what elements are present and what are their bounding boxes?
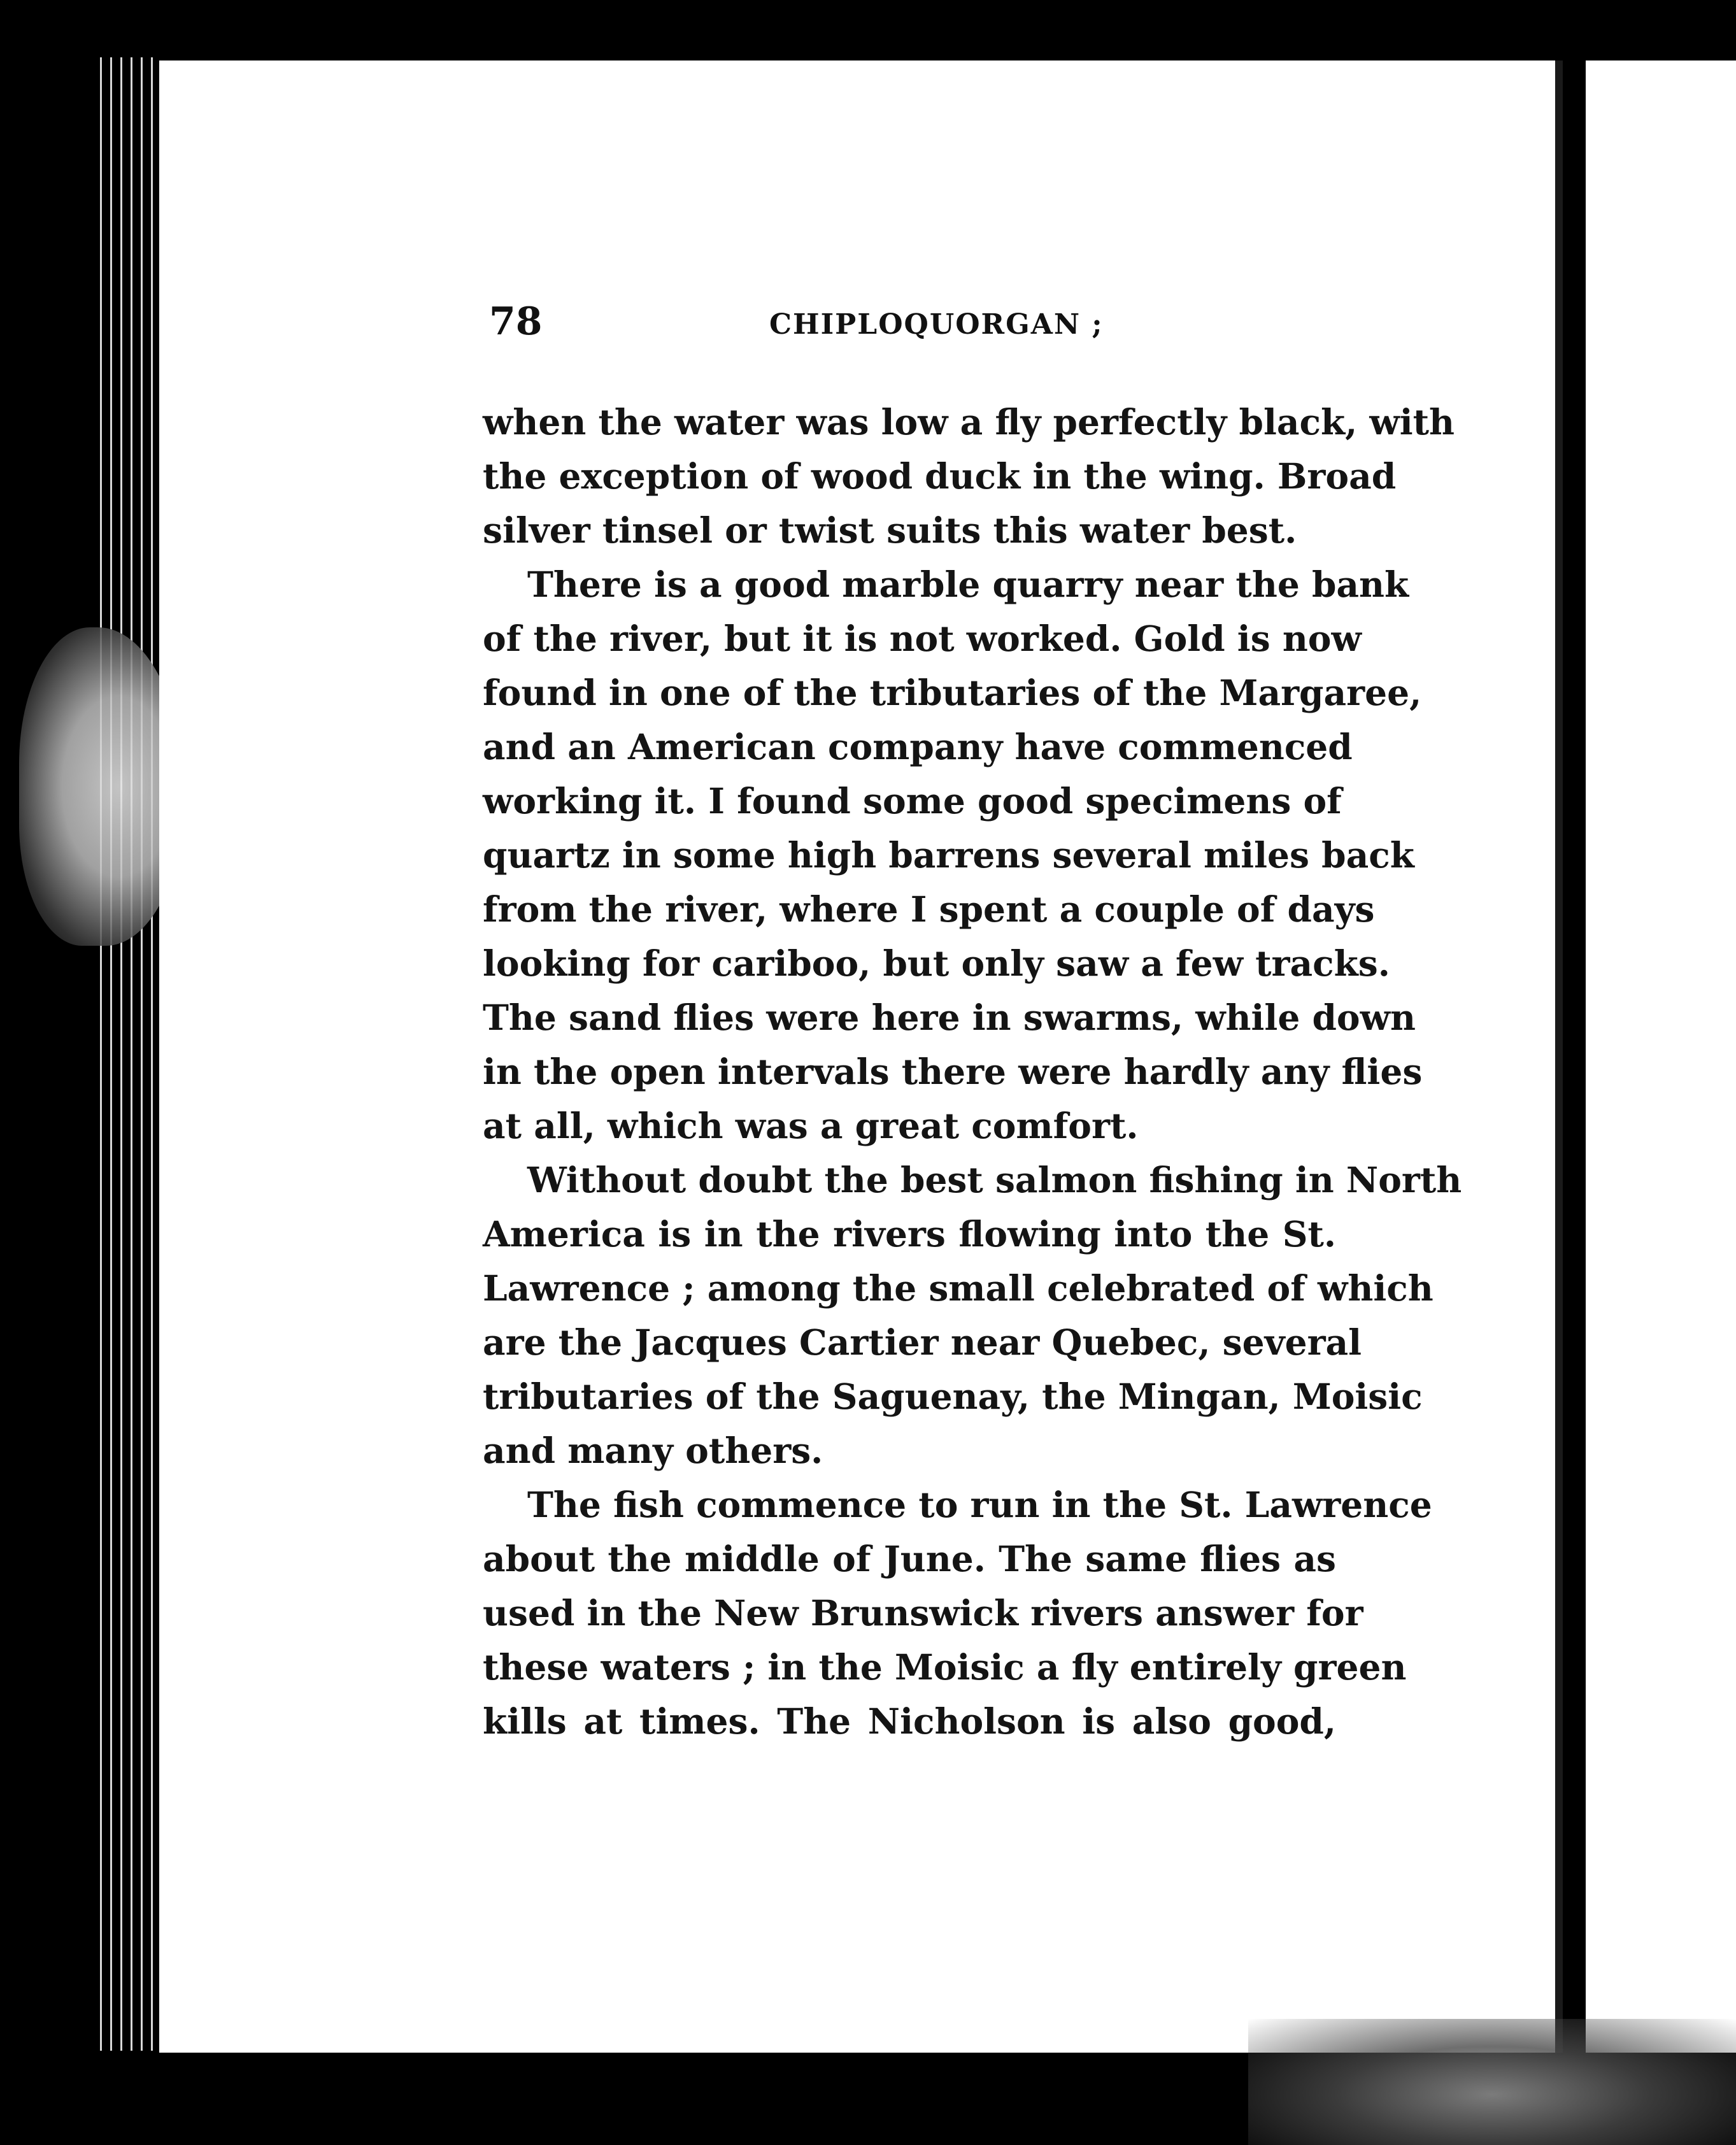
text-line: at all, which was a great comfort. xyxy=(483,1105,1139,1146)
text-line: found in one of the tributaries of the Margaree, xyxy=(483,672,1422,713)
text-line: There is a good marble quarry near the bank xyxy=(527,564,1409,605)
text-line: about the middle of June. The same flies as xyxy=(483,1538,1336,1579)
text-line: these waters ; in the Moisic a fly entirely green xyxy=(483,1646,1407,1688)
page-gutter-edge xyxy=(1555,61,1563,2053)
text-line: Without doubt the best salmon fishing in North xyxy=(527,1159,1462,1201)
page-header xyxy=(489,299,1330,357)
text-line: are the Jacques Cartier near Quebec, several xyxy=(483,1322,1362,1363)
text-line: tributaries of the Saguenay, the Mingan, Moisic xyxy=(483,1376,1423,1417)
body-text xyxy=(483,395,1462,1748)
text-line: the exception of wood duck in the wing. Broad xyxy=(483,455,1397,497)
text-line: The sand flies were here in swarms, while down xyxy=(483,997,1416,1038)
text-line: when the water was low a fly perfectly black, with xyxy=(483,401,1455,443)
running-title: CHIPLOQUORGAN ; xyxy=(769,308,1104,341)
text-line: kills at times. The Nicholson is also good, xyxy=(483,1700,1336,1742)
page-number: 78 xyxy=(489,299,543,344)
text-line: in the open intervals there were hardly any flies xyxy=(483,1051,1423,1092)
text-line: and many others. xyxy=(483,1430,823,1471)
text-line: of the river, but it is not worked. Gold is now xyxy=(483,618,1362,659)
text-line: and an American company have commenced xyxy=(483,726,1353,767)
text-line: Lawrence ; among the small celebrated of which xyxy=(483,1267,1434,1309)
text-line: quartz in some high barrens several miles back xyxy=(483,834,1414,876)
text-line: used in the New Brunswick rivers answer for xyxy=(483,1592,1363,1634)
book-spine xyxy=(96,57,159,2051)
text-line: The fish commence to run in the St. Lawrence xyxy=(527,1484,1432,1525)
text-line: working it. I found some good specimens of xyxy=(483,780,1342,822)
adjacent-page xyxy=(1586,61,1736,2053)
text-line: silver tinsel or twist suits this water best. xyxy=(483,510,1297,551)
text-line: looking for cariboo, but only saw a few tracks. xyxy=(483,943,1390,984)
text-line: from the river, where I spent a couple of days xyxy=(483,888,1375,930)
page-stain-bottom xyxy=(1248,2019,1736,2145)
text-line: America is in the rivers flowing into the St. xyxy=(483,1213,1336,1255)
